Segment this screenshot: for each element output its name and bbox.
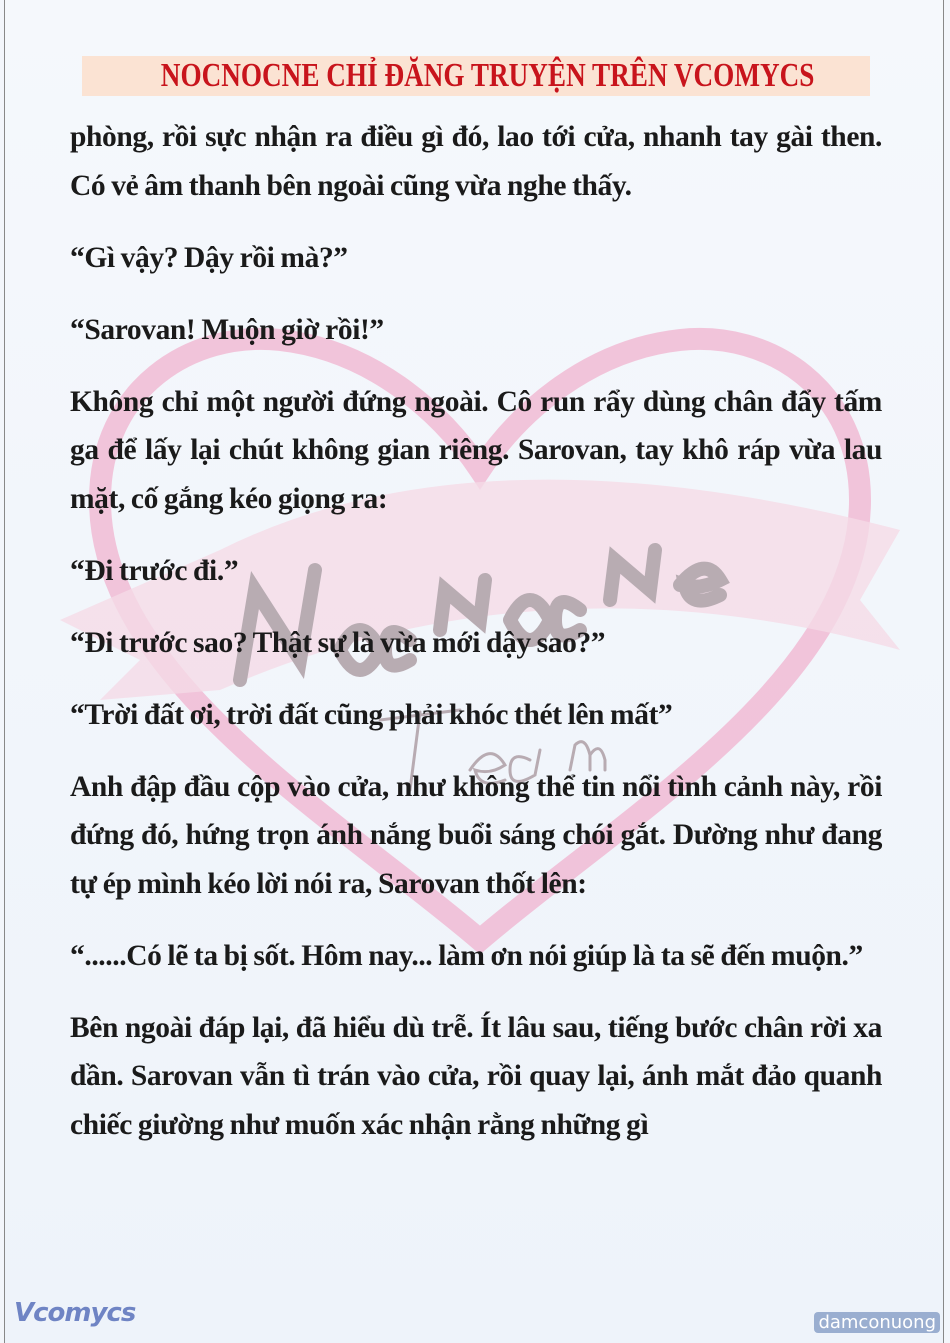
vcomycs-logo: Vcomycs	[14, 1298, 136, 1328]
paragraph: Anh đập đầu cộp vào cửa, như không thể tin nổi tình cảnh này, rồi đứng đó, hứng trọn ánh nắng buổi sáng chói gắt. Dường như đang tự ép mình kéo lời nói ra, Sarovan thốt lên:	[70, 770, 882, 900]
paragraph: Bên ngoài đáp lại, đã hiểu dù trễ. Ít lâu sau, tiếng bước chân rời xa dần. Sarovan vẫn tì trán vào cửa, rồi quay lại, ánh mắt đảo quanh chiếc giường như muốn xác nhận rằng những gì	[70, 1011, 882, 1141]
paragraph: Không chỉ một người đứng ngoài. Cô run rẩy dùng chân đẩy tấm ga để lấy lại chút không gian riêng. Sarovan, tay khô ráp vừa lau mặt, cố gắng kéo giọng ra:	[70, 385, 882, 515]
notice-banner	[82, 56, 870, 96]
paragraph: “Sarovan! Muộn giờ rồi!”	[70, 313, 384, 346]
paragraph: “Đi trước sao? Thật sự là vừa mới dậy sao?”	[70, 626, 606, 659]
credit-label: damconuong	[814, 1312, 940, 1333]
story-text	[70, 113, 882, 1173]
paragraph: “Gì vậy? Dậy rồi mà?”	[70, 241, 348, 274]
notice-text: NOCNOCNE CHỈ ĐĂNG TRUYỆN TRÊN VCOMYCS	[160, 57, 815, 94]
paragraph: “......Có lẽ ta bị sốt. Hôm nay... làm ơn nói giúp là ta sẽ đến muộn.”	[70, 939, 863, 972]
paragraph: “Trời đất ơi, trời đất cũng phải khóc thét lên mất”	[70, 698, 673, 731]
paragraph: phòng, rồi sực nhận ra điều gì đó, lao tới cửa, nhanh tay gài then. Có vẻ âm thanh bên ngoài cũng vừa nghe thấy.	[70, 121, 882, 202]
paragraph: “Đi trước đi.”	[70, 554, 239, 587]
